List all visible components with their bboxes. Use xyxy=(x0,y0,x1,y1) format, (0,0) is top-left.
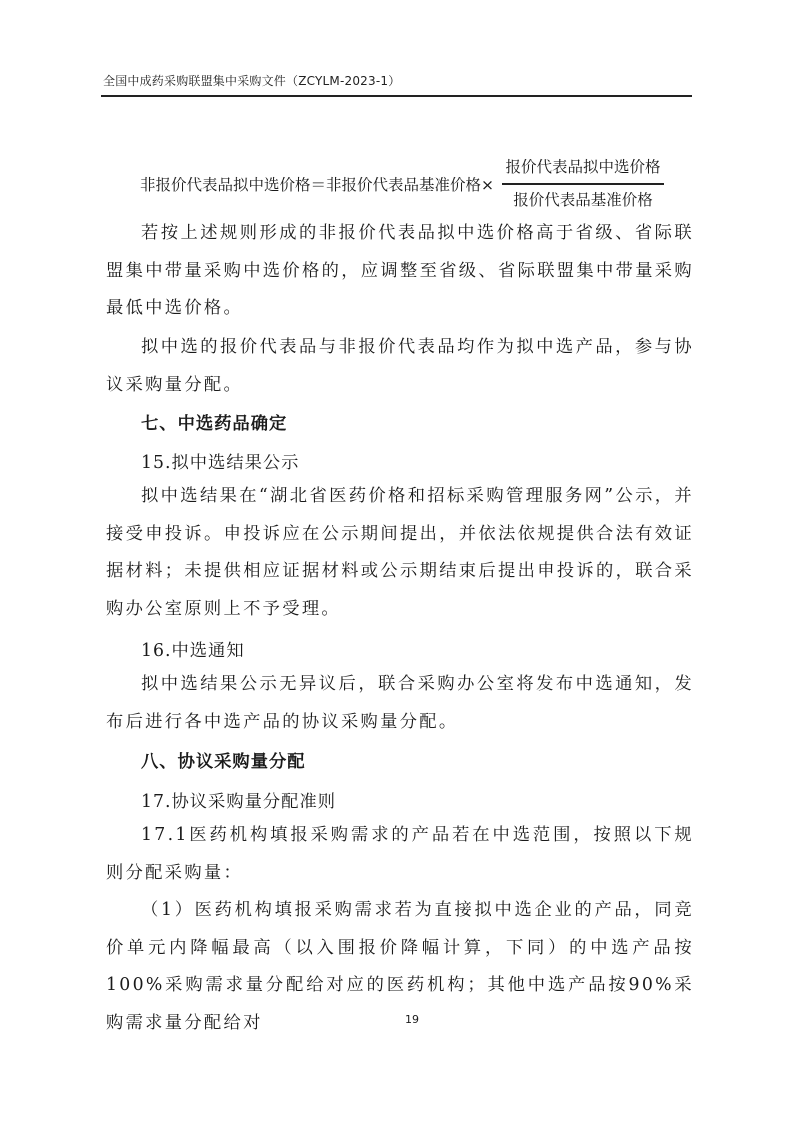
page-number: 19 xyxy=(405,1013,419,1026)
subsection-15-title: 15.拟中选结果公示 xyxy=(141,453,300,473)
fraction-bar xyxy=(502,183,664,185)
subsection-16-title: 16.中选通知 xyxy=(141,641,245,661)
paragraph-15: 拟中选结果在“湖北省医药价格和招标采购管理服务网”公示，并接受申投诉。申投诉应在公示期间提出，并依法依规提供合法有效证据材料；未提供相应证据材料或公示期结束后提出申投诉的，联合采购办公室原则上不予受理。 xyxy=(106,486,694,619)
header-divider xyxy=(101,95,692,97)
header-title: 全国中成药采购联盟集中采购文件（ZCYLM-2023-1） xyxy=(103,74,401,88)
section-heading-7: 七、中选药品确定 xyxy=(141,414,288,434)
paragraph-16: 拟中选结果公示无异议后，联合采购办公室将发布中选通知，发布后进行各中选产品的协议采购量分配。 xyxy=(106,674,694,732)
paragraph-adjust-rule: 若按上述规则形成的非报价代表品拟中选价格高于省级、省际联盟集中带量采购中选价格的，应调整至省级、省际联盟集中带量采购最低中选价格。 xyxy=(106,223,694,318)
formula-lhs: 非报价代表品拟中选价格＝非报价代表品基准价格× xyxy=(140,176,494,194)
paragraph-proposed-products: 拟中选的报价代表品与非报价代表品均作为拟中选产品，参与协议采购量分配。 xyxy=(106,337,694,395)
formula-numerator: 报价代表品拟中选价格 xyxy=(505,158,661,176)
price-formula xyxy=(140,155,680,213)
paragraph-17-1: 17.1医药机构填报采购需求的产品若在中选范围，按照以下规则分配采购量： xyxy=(106,825,694,883)
formula-denominator: 报价代表品基准价格 xyxy=(513,191,653,209)
paragraph-17-1-1: （1）医药机构填报采购需求若为直接拟中选企业的产品，同竞价单元内降幅最高（以入围报价降幅计算，下同）的中选产品按100%采购需求量分配给对应的医药机构；其他中选产品按90%采购需求量分配给对 xyxy=(106,900,694,1033)
subsection-17-title: 17.协议采购量分配准则 xyxy=(141,792,337,812)
formula-fraction xyxy=(502,155,664,213)
section-heading-8: 八、协议采购量分配 xyxy=(141,752,306,772)
